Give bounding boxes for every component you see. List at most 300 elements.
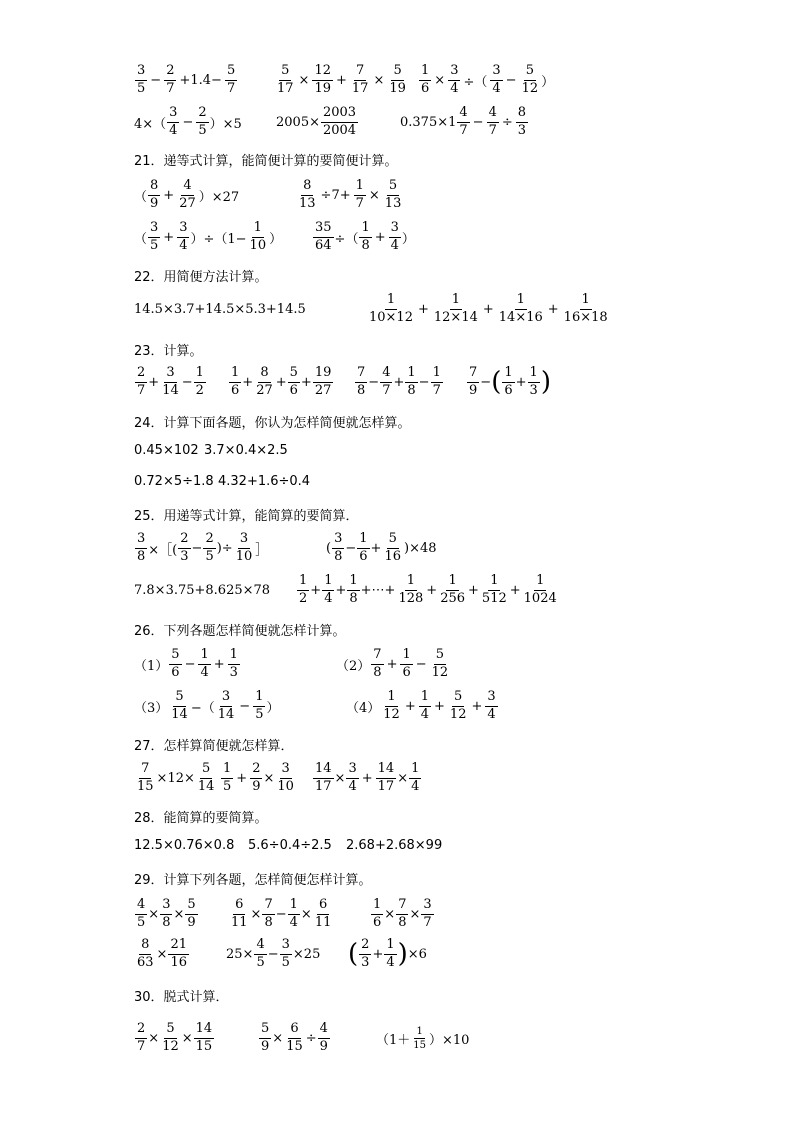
fraction xyxy=(262,898,274,930)
operator-text: × xyxy=(434,72,446,88)
numerator: 1 xyxy=(198,648,210,664)
numerator: 1 xyxy=(357,532,369,548)
operator-text: ÷ xyxy=(305,1030,317,1046)
fraction xyxy=(457,106,469,138)
numerator: 1 xyxy=(405,574,417,590)
numerator: 6 xyxy=(233,898,245,914)
operator-text: （4） xyxy=(346,700,381,716)
fraction xyxy=(485,690,497,722)
numerator: 2 xyxy=(359,938,371,954)
fraction xyxy=(177,221,189,253)
operator-text: ÷（ xyxy=(463,74,488,90)
numerator: 5 xyxy=(524,64,536,80)
q21-expr-3 xyxy=(134,220,282,254)
numerator: 3 xyxy=(160,898,172,914)
denominator: 12 xyxy=(383,706,400,722)
q20-expr-6 xyxy=(400,106,529,138)
operator-text: − xyxy=(505,72,517,88)
q30-expr-3 xyxy=(376,1020,469,1056)
fraction xyxy=(313,898,334,930)
operator-text: +⋯+ xyxy=(360,582,396,598)
operator-text: ×12× xyxy=(156,770,195,786)
denominator: 6 xyxy=(402,664,411,680)
numerator: 14 xyxy=(194,1022,215,1038)
denominator: 12 xyxy=(521,80,539,96)
numerator: 5 xyxy=(288,366,300,382)
fraction xyxy=(169,690,190,722)
denominator: 10 xyxy=(249,237,267,253)
denominator: 8 xyxy=(349,590,358,606)
denominator: 16 xyxy=(384,548,401,564)
fraction xyxy=(234,532,255,564)
q23-title: 23．计算。 xyxy=(134,344,203,359)
denominator: 10 xyxy=(277,778,294,794)
q23-expr-3 xyxy=(354,364,444,400)
fraction xyxy=(288,366,300,398)
q27-expr-1 xyxy=(134,760,217,796)
fraction xyxy=(198,648,210,680)
fraction xyxy=(528,366,540,398)
denominator: 14×16 xyxy=(498,309,543,325)
q30-title: 30．脱式计算． xyxy=(134,990,229,1005)
denominator: 4 xyxy=(492,80,501,96)
denominator: 4 xyxy=(390,237,399,253)
operator-text: + xyxy=(163,187,175,203)
fraction xyxy=(254,938,266,970)
fraction xyxy=(400,648,412,680)
operator-text: + xyxy=(370,540,382,556)
fraction xyxy=(194,1022,215,1054)
numerator: 2 xyxy=(178,532,190,548)
operator-text: × xyxy=(384,906,396,922)
operator-text: + xyxy=(468,582,479,598)
q22-expr-2 xyxy=(366,292,611,326)
fraction xyxy=(438,574,467,606)
fraction xyxy=(520,64,541,96)
fraction xyxy=(355,366,367,398)
denominator: 4 xyxy=(450,80,459,96)
numerator: 14 xyxy=(376,762,397,778)
numerator: 2 xyxy=(135,1022,147,1038)
q26-expr-2 xyxy=(336,646,451,682)
numerator: 3 xyxy=(389,221,401,237)
fraction xyxy=(396,574,425,606)
denominator: 5 xyxy=(256,954,265,970)
operator-text: 25× xyxy=(226,946,254,962)
operator-text: + xyxy=(361,770,373,786)
fraction xyxy=(419,690,431,722)
denominator: 17 xyxy=(377,778,395,794)
numerator: 1 xyxy=(580,293,592,309)
fraction xyxy=(168,938,189,970)
q29-expr-1 xyxy=(134,896,199,932)
fraction xyxy=(562,293,610,325)
numerator: 1 xyxy=(371,898,383,914)
denominator: 19 xyxy=(314,80,331,96)
q23-row-1 xyxy=(134,364,734,400)
numerator: 3 xyxy=(135,532,147,548)
numerator: 3 xyxy=(177,221,189,237)
fraction xyxy=(275,64,296,96)
fraction xyxy=(160,366,181,398)
operator-text: + xyxy=(434,698,445,714)
numerator: 3 xyxy=(485,690,497,706)
operator-text: × xyxy=(263,770,275,786)
fraction xyxy=(516,106,528,138)
fraction xyxy=(376,762,397,794)
numerator: 5 xyxy=(391,64,403,80)
denominator: 6 xyxy=(231,382,240,398)
fraction xyxy=(254,366,275,398)
numerator: 5 xyxy=(387,179,399,195)
numerator: 3 xyxy=(280,938,292,954)
denominator: 3 xyxy=(361,954,370,970)
numerator: 3 xyxy=(164,366,176,382)
operator-text: − xyxy=(480,374,492,390)
denominator: 19 xyxy=(389,80,406,96)
q24-title: 24．计算下面各题，你认为怎样简便就怎样算。 xyxy=(134,416,411,431)
operator-text: ) xyxy=(397,939,408,969)
operator-text: + xyxy=(242,374,254,390)
operator-text: × xyxy=(148,1030,160,1046)
q29-title: 29．计算下列各题，怎样简便怎样计算。 xyxy=(134,873,372,888)
denominator: 4 xyxy=(386,954,395,970)
numerator: 1 xyxy=(515,293,527,309)
numerator: 3 xyxy=(167,106,179,122)
numerator: 1 xyxy=(416,1025,423,1037)
fraction xyxy=(396,898,408,930)
numerator: 1 xyxy=(322,574,334,590)
numerator: 4 xyxy=(457,106,469,122)
numerator: 2 xyxy=(135,366,147,382)
q25-expr-3: 7.8×3.75+8.625×78 xyxy=(134,582,271,598)
denominator: 14 xyxy=(171,706,188,722)
fraction xyxy=(522,574,559,606)
numerator: 2 xyxy=(196,106,208,122)
denominator: 5 xyxy=(281,954,290,970)
operator-text: − xyxy=(345,540,357,556)
fraction xyxy=(381,690,402,722)
fraction xyxy=(148,221,160,253)
denominator: 4 xyxy=(487,706,496,722)
denominator: 4 xyxy=(179,237,188,253)
denominator: 5 xyxy=(137,80,146,96)
operator-text: × xyxy=(250,906,262,922)
fraction xyxy=(169,648,181,680)
fraction xyxy=(284,1022,305,1054)
fraction xyxy=(448,64,460,96)
numerator: 3 xyxy=(280,762,292,778)
numerator: 1 xyxy=(419,64,431,80)
denominator: 3 xyxy=(517,122,527,138)
fraction xyxy=(297,179,318,211)
numerator: 4 xyxy=(135,898,147,914)
fraction xyxy=(135,898,147,930)
fraction xyxy=(253,690,265,722)
denominator: 6 xyxy=(359,548,368,564)
numerator: 1 xyxy=(534,574,546,590)
fraction xyxy=(288,898,300,930)
fraction xyxy=(228,648,240,680)
fraction xyxy=(259,1022,271,1054)
numerator: 5 xyxy=(164,1022,176,1038)
numerator: 19 xyxy=(313,366,334,382)
numerator: 3 xyxy=(135,64,147,80)
operator-text: + xyxy=(547,301,559,317)
q24-expr-2: 3.7×0.4×2.5 xyxy=(204,443,288,458)
denominator: 6 xyxy=(373,914,382,930)
numerator: 4 xyxy=(380,366,392,382)
q20-expr-3 xyxy=(418,64,554,96)
denominator: 11 xyxy=(314,914,332,930)
denominator: 12 xyxy=(449,706,467,722)
fraction xyxy=(196,106,208,138)
denominator: 7 xyxy=(137,382,146,398)
fraction xyxy=(135,366,147,398)
denominator: 64 xyxy=(315,237,332,253)
operator-text: ）×27 xyxy=(198,189,240,205)
fraction xyxy=(467,366,479,398)
operator-text: + xyxy=(417,301,429,317)
denominator: 14 xyxy=(197,778,215,794)
operator-text: − xyxy=(239,698,251,714)
fraction xyxy=(225,64,237,96)
operator-text: ×6 xyxy=(407,946,427,962)
operator-text: ) xyxy=(540,367,551,397)
fraction xyxy=(405,366,417,398)
fraction xyxy=(250,762,262,794)
fraction xyxy=(185,898,197,930)
denominator: 5 xyxy=(205,548,214,564)
numerator: 6 xyxy=(317,898,329,914)
numerator: 5 xyxy=(169,648,181,664)
numerator: 1 xyxy=(221,762,233,778)
numerator: 1 xyxy=(297,574,309,590)
numerator: 7 xyxy=(262,898,274,914)
denominator: 10 xyxy=(235,548,253,564)
numerator: 1 xyxy=(450,293,462,309)
fraction xyxy=(178,532,190,564)
numerator: 1 xyxy=(528,366,540,382)
numerator: 5 xyxy=(434,648,446,664)
q29-row-2 xyxy=(134,936,734,972)
denominator: 16×18 xyxy=(563,309,608,325)
q20-row-1 xyxy=(134,64,734,96)
fraction xyxy=(371,898,383,930)
operator-text: + xyxy=(515,374,527,390)
q23-expr-1 xyxy=(134,364,207,400)
denominator: 3 xyxy=(529,382,538,398)
q25-expr-2 xyxy=(326,530,437,566)
denominator: 6 xyxy=(289,382,298,398)
operator-text: × xyxy=(173,906,185,922)
q21-expr-1 xyxy=(134,178,239,212)
operator-text: + xyxy=(236,770,248,786)
numerator: 1 xyxy=(409,762,421,778)
numerator: 1 xyxy=(229,366,241,382)
operator-text: + xyxy=(372,946,384,962)
fraction xyxy=(148,179,160,211)
numerator: 1 xyxy=(431,366,443,382)
q28-expr-2: 5.6÷0.4÷2.5 xyxy=(248,838,332,853)
numerator: 3 xyxy=(448,64,460,80)
operator-text: − xyxy=(191,540,203,556)
denominator: 12×14 xyxy=(433,309,478,325)
denominator: 9 xyxy=(261,1038,270,1054)
denominator: 8 xyxy=(398,914,407,930)
q23-expr-4 xyxy=(466,364,551,400)
denominator: 8 xyxy=(361,237,370,253)
q30-expr-1 xyxy=(134,1020,215,1056)
denominator: 9 xyxy=(252,778,261,794)
numerator: 5 xyxy=(185,898,197,914)
fraction xyxy=(350,64,371,96)
fraction xyxy=(135,762,156,794)
operator-text: ×［( xyxy=(148,542,178,558)
numerator: 14 xyxy=(313,762,334,778)
denominator: 8 xyxy=(407,382,416,398)
operator-text: − xyxy=(415,656,427,672)
denominator: 6 xyxy=(504,382,513,398)
q27-row-1 xyxy=(134,760,734,796)
denominator: 512 xyxy=(481,590,507,606)
numerator: 1 xyxy=(419,690,431,706)
fraction xyxy=(490,64,502,96)
operator-text: ×25 xyxy=(292,946,321,962)
denominator: 63 xyxy=(137,954,154,970)
fraction xyxy=(357,532,369,564)
q26-expr-4 xyxy=(346,688,499,724)
fraction xyxy=(359,938,371,970)
fraction xyxy=(160,898,172,930)
operator-text: − xyxy=(267,946,279,962)
operator-text: × xyxy=(148,906,160,922)
operator-text: + xyxy=(275,374,287,390)
fraction xyxy=(371,648,383,680)
operator-text: − xyxy=(418,374,430,390)
fraction xyxy=(321,106,358,138)
q23-expr-2 xyxy=(228,364,334,400)
denominator: 2 xyxy=(299,590,308,606)
numerator: 7 xyxy=(467,366,479,382)
numerator: 1 xyxy=(354,179,366,195)
numerator: 2 xyxy=(250,762,262,778)
denominator: 10×12 xyxy=(369,309,413,325)
numerator: 5 xyxy=(200,762,212,778)
fraction xyxy=(196,762,217,794)
fraction xyxy=(221,762,233,794)
operator-text: + xyxy=(482,301,494,317)
q26-expr-3 xyxy=(134,688,279,724)
denominator: 15 xyxy=(195,1038,213,1054)
denominator: 12 xyxy=(162,1038,179,1054)
q22-row-1 xyxy=(134,292,734,326)
operator-text: − xyxy=(150,72,162,88)
q24-expr-3: 0.72×5÷1.8 xyxy=(134,474,214,489)
numerator: 1 xyxy=(400,648,412,664)
q29-expr-2 xyxy=(228,896,334,932)
operator-text: ）×10 xyxy=(429,1032,470,1048)
numerator: 5 xyxy=(279,64,291,80)
q22-expr-1: 14.5×3.7+14.5×5.3+14.5 xyxy=(134,301,306,317)
operator-text: × xyxy=(397,770,409,786)
fraction xyxy=(313,221,334,253)
fraction xyxy=(194,366,206,398)
operator-text: − xyxy=(275,906,287,922)
fraction xyxy=(312,64,333,96)
numerator: 3 xyxy=(332,532,344,548)
fraction xyxy=(313,366,334,398)
denominator: 4 xyxy=(289,914,298,930)
numerator: 1 xyxy=(288,898,300,914)
fraction xyxy=(411,1026,428,1051)
operator-text: × xyxy=(156,946,168,962)
numerator: 1 xyxy=(252,221,264,237)
denominator: 9 xyxy=(319,1038,328,1054)
fraction xyxy=(332,532,344,564)
fraction xyxy=(248,221,269,253)
operator-text: ） xyxy=(401,231,415,247)
fraction xyxy=(430,648,451,680)
operator-text: 2005× xyxy=(276,114,320,130)
operator-text: ÷ xyxy=(501,114,513,130)
operator-text: （ xyxy=(134,189,148,205)
numerator: 1 xyxy=(359,221,371,237)
denominator: 8 xyxy=(334,548,343,564)
operator-text: + xyxy=(336,72,347,88)
denominator: 128 xyxy=(398,590,424,606)
numerator: 7 xyxy=(139,762,151,778)
operator-text: − xyxy=(181,374,193,390)
operator-text: + xyxy=(426,582,438,598)
fraction xyxy=(203,532,215,564)
numerator: 7 xyxy=(355,366,367,382)
denominator: 5 xyxy=(137,914,146,930)
operator-text: × xyxy=(298,72,310,88)
operator-text: + xyxy=(335,582,347,598)
q25-expr-1 xyxy=(134,530,268,566)
fraction xyxy=(322,574,334,606)
operator-text: + xyxy=(509,582,521,598)
numerator: 35 xyxy=(313,221,334,237)
denominator: 14 xyxy=(162,382,179,398)
q21-expr-4 xyxy=(312,220,415,254)
operator-text: + xyxy=(404,698,416,714)
denominator: 7 xyxy=(355,195,364,211)
fraction xyxy=(135,532,147,564)
denominator: 4 xyxy=(324,590,333,606)
numerator: 1 xyxy=(384,938,396,954)
q21-row-1 xyxy=(134,178,734,212)
operator-text: ( xyxy=(326,540,332,556)
fraction xyxy=(280,938,292,970)
numerator: 3 xyxy=(220,690,232,706)
numerator: 8 xyxy=(258,366,270,382)
fraction xyxy=(480,574,509,606)
denominator: 4 xyxy=(420,706,430,722)
numerator: 1 xyxy=(405,366,417,382)
operator-text: + xyxy=(148,374,160,390)
fraction xyxy=(409,762,421,794)
q20-expr-5 xyxy=(276,106,359,138)
numerator: 5 xyxy=(173,690,185,706)
fraction xyxy=(347,574,359,606)
denominator: 9 xyxy=(150,195,159,211)
fraction xyxy=(419,64,431,96)
numerator: 2 xyxy=(203,532,215,548)
numerator: 5 xyxy=(387,532,399,548)
fraction xyxy=(346,762,358,794)
